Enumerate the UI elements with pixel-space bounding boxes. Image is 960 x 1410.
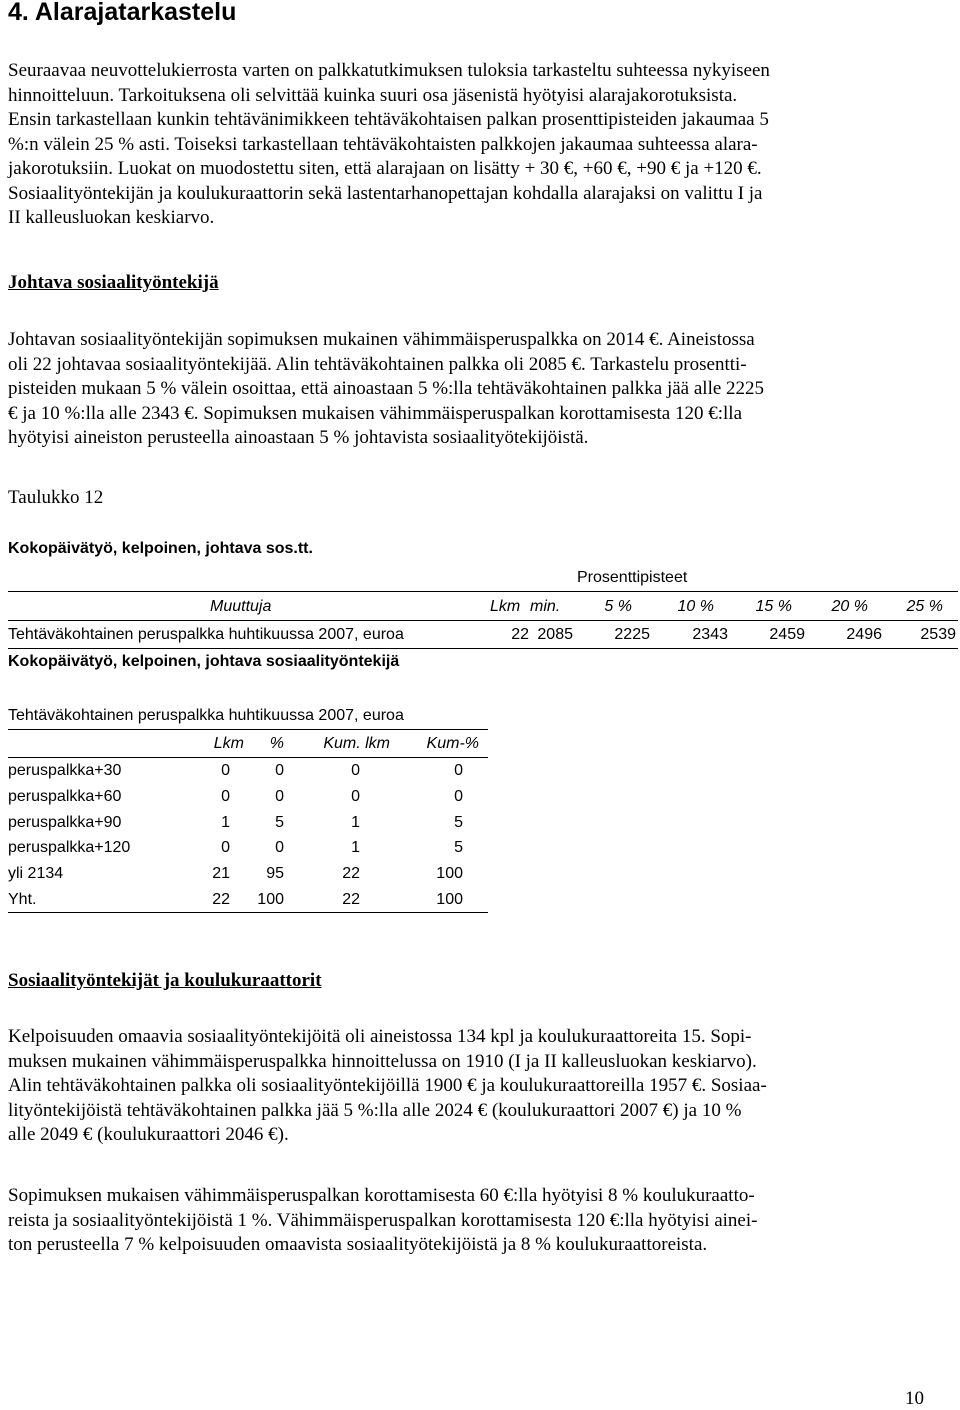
- paragraph-line: alle 2049 € (koulukuraattori 2046 €).: [8, 1124, 289, 1145]
- table1-cell-p15: 2459: [769, 626, 805, 643]
- table2-cell-lkm: 0: [221, 762, 230, 779]
- paragraph-line: pisteiden mukaan 5 % välein osoittaa, että ainoastaan 5 %:lla tehtäväkohtainen palkka jää alle 2225: [8, 378, 765, 399]
- paragraph-line: lityöntekijöistä tehtäväkohtainen palkka jää 5 %:lla alle 2024 € (koulukuraattori 2007 €) ja 10 %: [8, 1099, 742, 1121]
- table2-cell-label: peruspalkka+120: [8, 839, 131, 857]
- table2-cell-kumlkm: 1: [351, 813, 360, 831]
- table2-cell-pct: 5: [275, 813, 284, 831]
- subsection2-paragraph1: [8, 1025, 953, 1148]
- table1-cell-p25: 2539: [920, 626, 956, 643]
- paragraph-line: oli 22 johtavaa sosiaalityöntekijää. Alin tehtäväkohtainen palkka oli 2085 €. Tarkastelu prosentti-: [8, 353, 747, 375]
- paragraph-line: Johtavan sosiaalityöntekijän sopimuksen mukainen vähimmäisperuspalkka on 2014 €. Aineistossa: [8, 329, 755, 350]
- paragraph-line: Sopimuksen mukaisen vähimmäisperuspalkan korottamisesta 60 €:lla hyötyisi 8 % koulukuraatto-: [8, 1185, 755, 1206]
- table2-cell-kumpct: 100: [436, 865, 463, 883]
- table2-header-kumlkm: Kum. lkm: [323, 735, 390, 752]
- intro-line: Ensin tarkastellaan kunkin tehtävänimikkeen tehtäväkohtaisen palkan prosenttipisteiden jakaumaa 5: [8, 109, 769, 130]
- table2-top-rule: [8, 729, 488, 730]
- paragraph-line: muksen mukainen vähimmäisperuspalkka hinnoittelussa on 1910 (I ja II kalleusluokan keskiarvo).: [8, 1050, 757, 1072]
- table1-header-rule: [8, 620, 958, 621]
- table2-cell-lkm: 22: [212, 891, 230, 908]
- table1-row-label: Tehtäväkohtainen peruspalkka huhtikuussa 2007, euroa: [8, 626, 404, 643]
- table2-cell-lkm: 0: [221, 839, 230, 857]
- table2-cell-kumlkm: 0: [351, 787, 360, 805]
- table2-cell-kumlkm: 1: [351, 839, 360, 857]
- intro-line: Sosiaalityöntekijän ja koulukuraattorin sekä lastentarhanopettajan kohdalla alarajaksi on valittu I ja: [8, 182, 763, 204]
- table2-cell-pct: 95: [266, 865, 284, 883]
- section-title: 4. Alarajatarkastelu: [8, 0, 237, 26]
- table2-cell-pct: 0: [275, 762, 284, 779]
- subsection-title-johtava: Johtava sosiaalityöntekijä: [8, 272, 219, 293]
- table2-cell-kumlkm: 22: [342, 865, 360, 883]
- table1-cell-p20: 2496: [846, 626, 882, 643]
- table2-cell-lkm: 0: [221, 787, 230, 805]
- paragraph-line: reista ja sosiaalityöntekijöistä 1 %. Vähimmäisperuspalkan korottamisesta 120 €:lla hyötyisi ainei-: [8, 1209, 758, 1231]
- paragraph-line: ton perusteella 7 % kelpoisuuden omaavista sosiaalityötekijöistä ja 8 % koulukuraattoreista.: [8, 1234, 708, 1255]
- table2-cell-pct: 0: [275, 787, 284, 805]
- paragraph-line: hyötyisi aineiston perusteella ainoastaan 5 % johtavista sosiaalityötekijöistä.: [8, 427, 589, 448]
- table1-header-p10: 10 %: [677, 598, 714, 615]
- table1-header-p25: 25 %: [906, 598, 943, 615]
- subsection-title-sosiaalityontekijat: Sosiaalityöntekijät ja koulukuraattorit: [8, 970, 322, 991]
- table2-cell-kumpct: 0: [454, 762, 463, 779]
- table1-cell-p10: 2343: [692, 626, 728, 643]
- table1-header-p15: 15 %: [755, 598, 792, 615]
- table-caption: Taulukko 12: [8, 487, 104, 508]
- intro-line: Seuraavaa neuvottelukierrosta varten on palkkatutkimuksen tuloksia tarkasteltu suhteessa nykyiseen: [8, 60, 770, 81]
- table1-header-muuttuja: Muuttuja: [210, 598, 272, 615]
- table2-cell-pct: 0: [275, 839, 284, 857]
- table2-cell-kumpct: 0: [454, 787, 463, 805]
- table2-title: Kokopäivätyö, kelpoinen, johtava sosiaalityöntekijä: [8, 653, 400, 670]
- intro-line: jakorotuksiin. Luokat on muodostettu siten, että alarajaan on lisätty + 30 €, +60 €, +90 € ja +120 €.: [8, 158, 762, 179]
- table1-header-min: min.: [530, 598, 561, 615]
- table1-cell-min: 2085: [537, 626, 573, 643]
- table1-header-lkm: Lkm: [490, 598, 521, 615]
- table2-subtitle: Tehtäväkohtainen peruspalkka huhtikuussa 2007, euroa: [8, 707, 404, 724]
- paragraph-line: Kelpoisuuden omaavia sosiaalityöntekijöitä oli aineistossa 134 kpl ja koulukuraattoreita 15. Sopi-: [8, 1026, 752, 1047]
- table2-cell-kumpct: 5: [454, 813, 463, 831]
- table2-cell-label: Yht.: [8, 891, 37, 908]
- page-number: 10: [905, 1388, 924, 1409]
- table2-cell-label: peruspalkka+30: [8, 762, 122, 779]
- table2-cell-kumlkm: 0: [351, 762, 360, 779]
- table2-cell-pct: 100: [257, 891, 284, 908]
- table2-cell-kumpct: 100: [436, 891, 463, 908]
- intro-line: II kalleusluokan keskiarvo.: [8, 207, 215, 228]
- table1-top-rule: [8, 591, 958, 592]
- table2-cell-label: peruspalkka+90: [8, 813, 122, 831]
- table2-cell-label: peruspalkka+60: [8, 787, 122, 805]
- intro-line: hinnoitteluun. Tarkoituksena oli selvittää kuinka suuri osa jäsenistä hyötyisi alarajakorotuksista.: [8, 84, 738, 106]
- subsection2-paragraph2: [8, 1184, 953, 1258]
- intro-line: %:n välein 25 % asti. Toiseksi tarkastellaan tehtäväkohtaisten palkkojen jakaumaa suhteessa alara-: [8, 133, 758, 155]
- table2-cell-kumpct: 5: [454, 839, 463, 857]
- table2-cell-label: yli 2134: [8, 865, 64, 883]
- table1-cell-lkm: 22: [511, 626, 529, 643]
- table1-header-p20: 20 %: [831, 598, 868, 615]
- table1-bottom-rule: [8, 648, 958, 649]
- paragraph-line: € ja 10 %:lla alle 2343 €. Sopimuksen mukaisen vähimmäisperuspalkan korottamisesta 120 €:lla: [8, 402, 743, 424]
- table1-group-header: Prosenttipisteet: [577, 569, 688, 586]
- intro-paragraph: [8, 59, 953, 231]
- table2-header-lkm: Lkm: [213, 735, 244, 752]
- paragraph-line: Alin tehtäväkohtainen palkka oli sosiaalityöntekijöillä 1900 € ja koulukuraattoreilla 1957 €. Sosiaa-: [8, 1075, 767, 1096]
- table2-cell-kumlkm: 22: [342, 891, 360, 908]
- table2-cell-lkm: 21: [212, 865, 230, 883]
- table1-title: Kokopäivätyö, kelpoinen, johtava sos.tt.: [8, 540, 313, 557]
- table2-header-kumpct: Kum-%: [426, 735, 479, 752]
- subsection1-paragraph: [8, 328, 953, 451]
- table2-cell-lkm: 1: [221, 813, 230, 831]
- table1-cell-p5: 2225: [614, 626, 650, 643]
- table2-header-pct: %: [269, 735, 284, 752]
- table2-header-rule: [8, 757, 488, 758]
- table1-header-p5: 5 %: [604, 598, 632, 615]
- table2-bottom-rule: [8, 912, 488, 913]
